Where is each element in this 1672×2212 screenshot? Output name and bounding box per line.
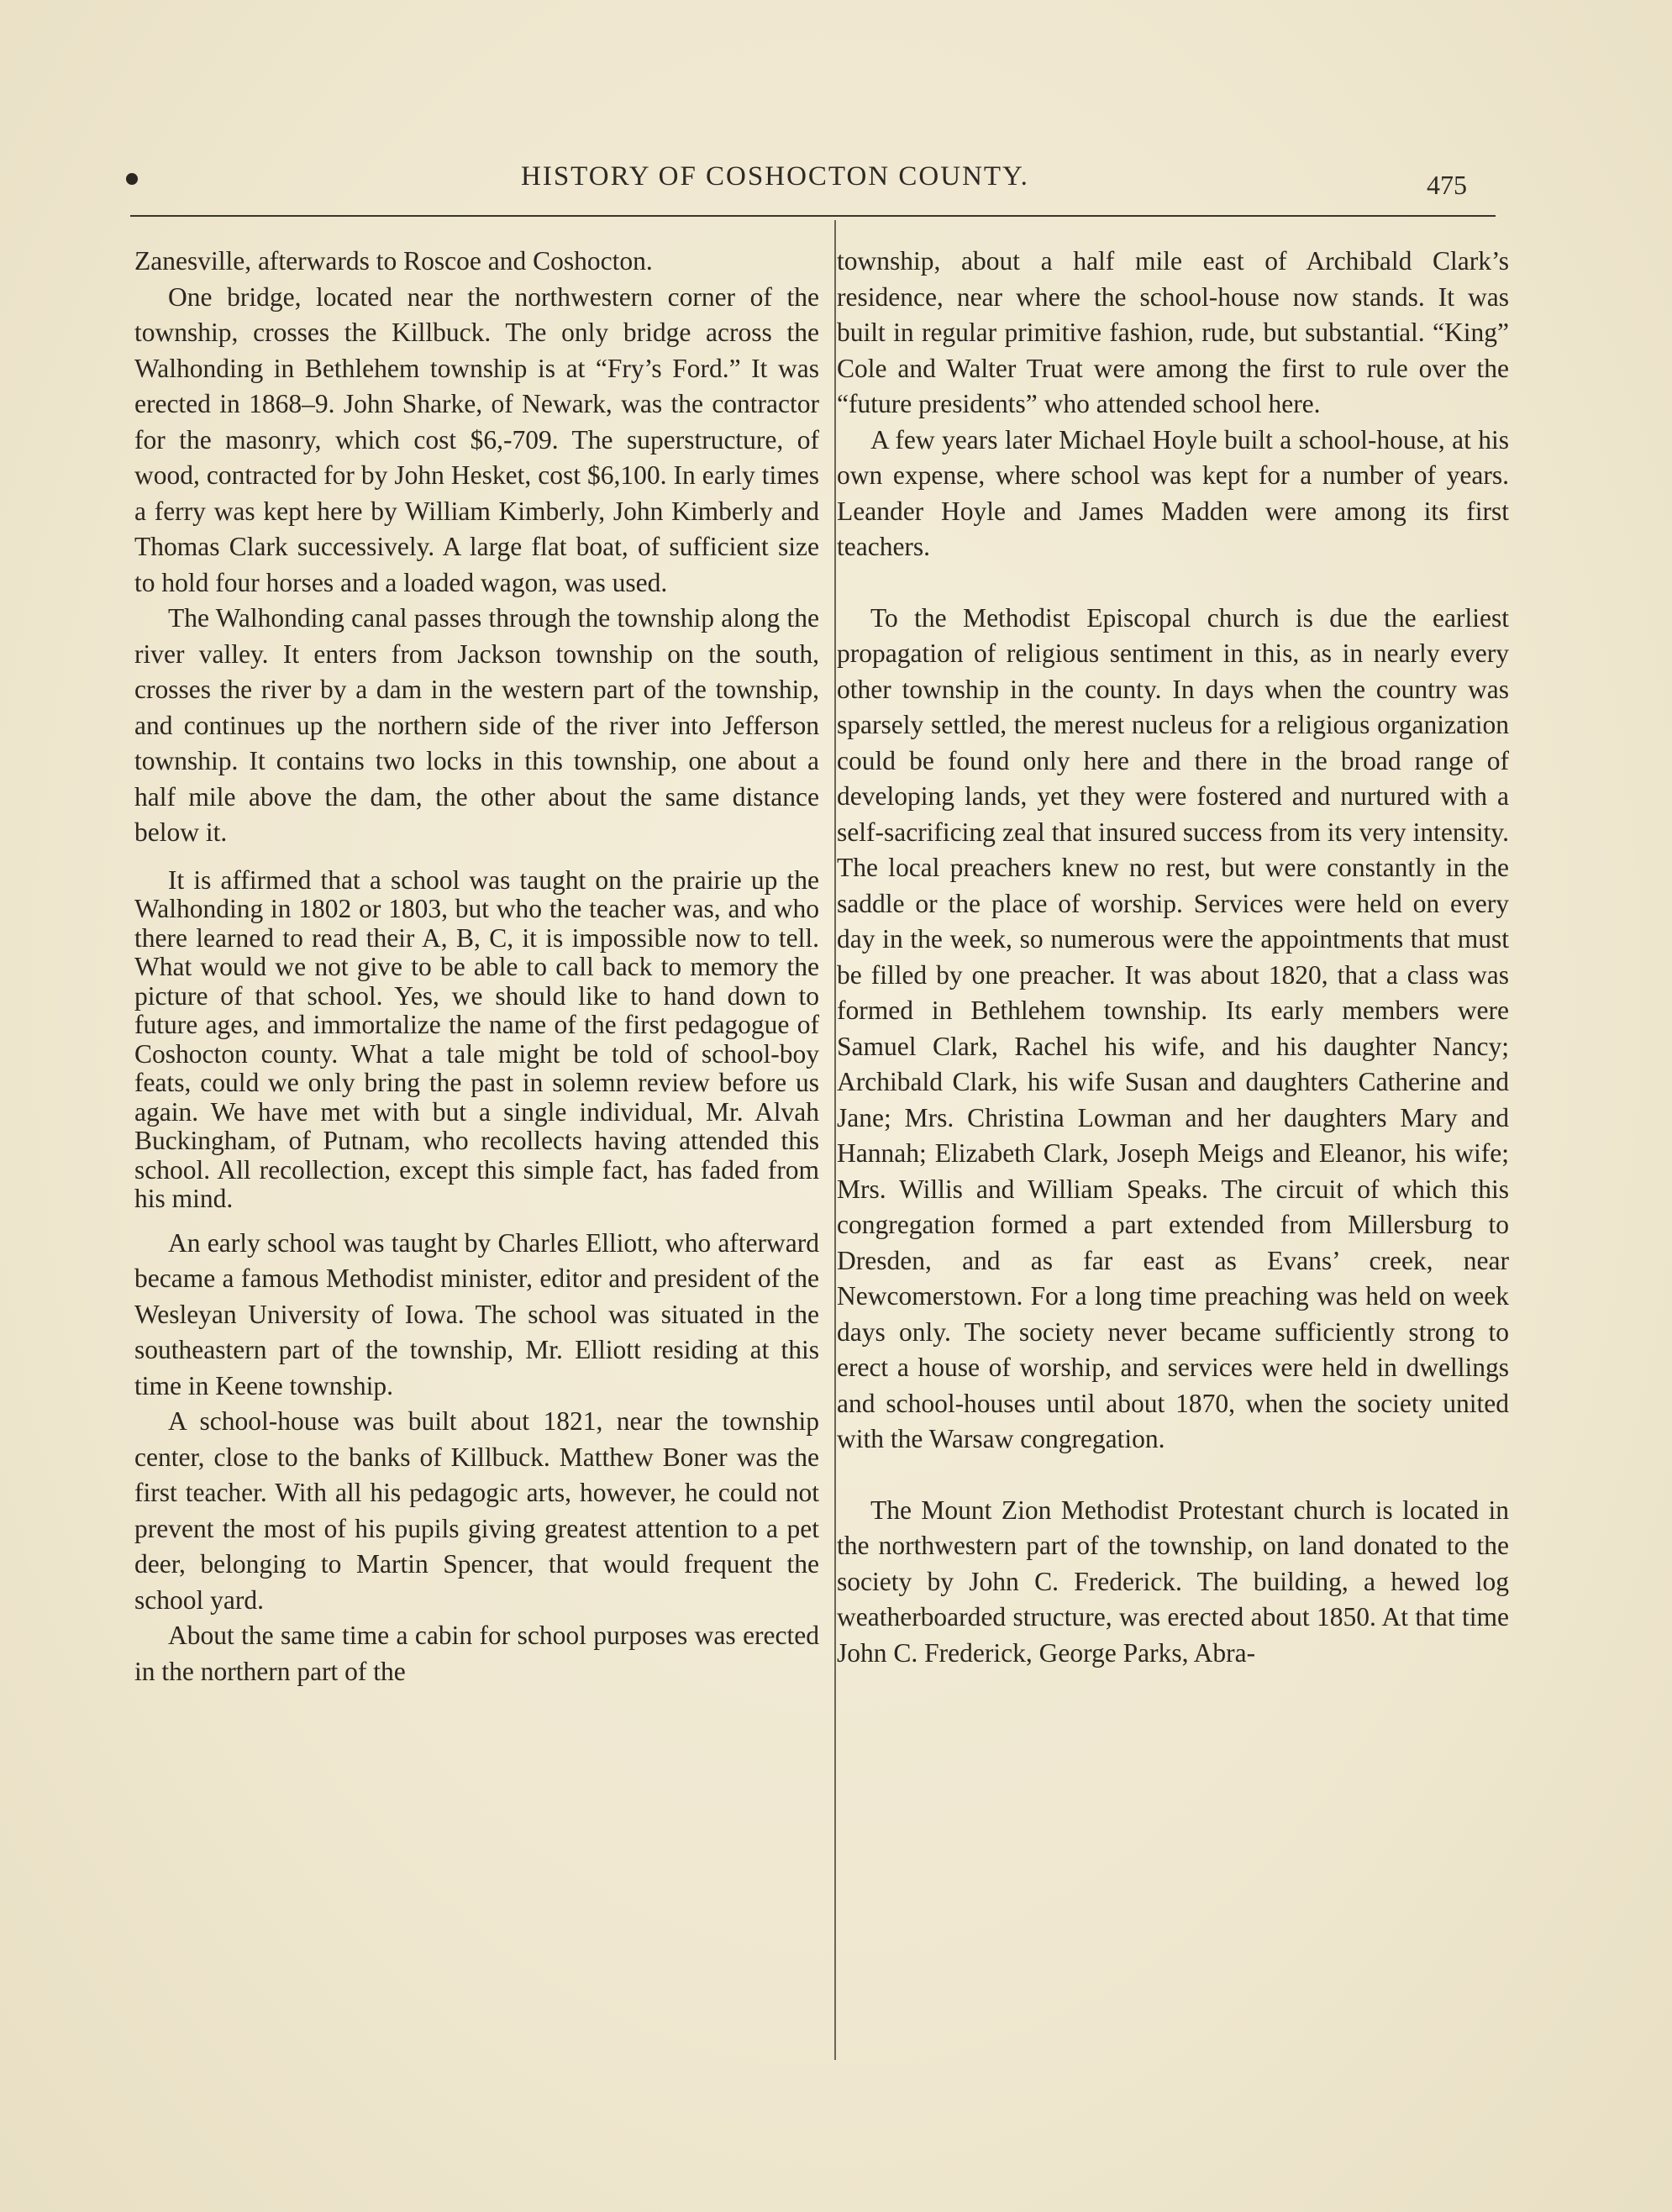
column-divider [834, 220, 836, 2060]
paragraph: A few years later Michael Hoyle built a school-house, at his own expense, where school was kept for a number of years. Leander Hoyle and James Madden were among its first teachers. [837, 424, 1509, 561]
page-header [126, 161, 1504, 212]
bullet-mark-icon [126, 173, 138, 185]
paragraph: About the same time a cabin for school purposes was erected in the northern part of the [134, 1621, 819, 1686]
paragraph: An early school was taught by Charles Elliott, who afterward became a famous Methodist minister, editor and president of the Wesleyan University of Iowa. The school was situated in the southeastern part of the township, Mr. Elliott residing at this time in Keene township. [134, 1227, 819, 1400]
paragraph: It is affirmed that a school was taught on the prairie up the Walhonding in 1802 or 1803, but who the teacher was, and who there learned to read their A, B, C, it is impossible now to tell. What would we not give to be able to call back to memory the picture of that school. Yes, we should like to hand down to future ages, and immortalize the name of the first pedagogue of Coshocton county. What a tale might be told of school-boy feats, could we only bring the past in solemn review before us again. We have met with but a single individual, Mr. Alvah Buckingham, of Putnam, who recollects having attended this school. All recollection, except this simple fact, has faded from his mind. [134, 864, 819, 1213]
paragraph: To the Methodist Episcopal church is due the earliest propagation of religious sentiment in this, as in nearly every other township in the county. In days when the country was sparsely settled, the merest nucleus for a religious organization could be found only here and there in the broad range of developing lands, yet they were fostered and nurtured with a self-sacrificing zeal that insured success from its very intensity. The local preachers knew no rest, but were constantly in the saddle or the place of worship. Services were held on every day in the week, so numerous were the appointments that must be filled by one preacher. It was about 1820, that a class was formed in Bethlehem township. Its early members were Samuel Clark, Rachel his wife, and his daughter Nancy; Archibald Clark, his wife Susan and daughters Catherine and Jane; Mrs. Christina Lowman and her daughters Mary and Hannah; Elizabeth Clark, Joseph Meigs and Eleanor, his wife; Mrs. Willis and William Speaks. The circuit of which this congregation formed a part extended from Millersburg to Dresden, and as far east as Evans’ creek, near Newcomerstown. For a long time preaching was held on week days only. The society never became sufficiently strong to erect a house of worship, and services were held in dwellings and school-houses until about 1870, when the society united with the Warsaw congregation. [837, 602, 1509, 1453]
right-column [837, 244, 1509, 1671]
running-title: HISTORY OF COSHOCTON COUNTY. [521, 161, 1029, 192]
paragraph: The Mount Zion Methodist Protestant church is located in the northwestern part of the township, on land donated to the society by John C. Frederick. The building, a hewed log weatherboarded structure, was erected about 1850. At that time John C. Frederick, George Parks, Abra- [837, 1495, 1509, 1668]
paragraph: One bridge, located near the northwestern corner of the township, crosses the Killbuck. The only bridge across the Walhonding in Bethlehem township is at “Fry’s Ford.” It was erected in 1868–9. John Sharke, of Newark, was the contractor for the masonry, which cost $6,-709. The superstructure, of wood, contracted for by John Hesket, cost $6,100. In early times a ferry was kept here by William Kimberly, John Kimberly and Thomas Clark successively. A large flat boat, of sufficient size to hold four horses and a loaded wagon, was used. [134, 281, 819, 597]
page-number: 475 [1427, 170, 1467, 200]
paragraph: Zanesville, afterwards to Roscoe and Coshocton. [134, 246, 653, 276]
paragraph: A school-house was built about 1821, near the township center, close to the banks of Killbuck. Matthew Boner was the first teacher. With all his pedagogic arts, however, he could not prevent the most of his pupils giving greatest attention to a pet deer, belonging to Martin Spencer, that would frequent the school yard. [134, 1406, 819, 1615]
paragraph: township, about a half mile east of Archibald Clark’s residence, near where the school-house now stands. It was built in regular primitive fashion, rude, but substantial. “King” Cole and Walter Truat were among the first to rule over the “future presidents” who attended school here. [837, 246, 1509, 418]
paragraph: The Walhonding canal passes through the township along the river valley. It enters from Jackson township on the south, crosses the river by a dam in the western part of the township, and continues up the northern side of the river into Jefferson township. It contains two locks in this township, one about a half mile above the dam, the other about the same distance below it. [134, 603, 819, 847]
left-column [134, 244, 819, 1689]
header-rule [130, 215, 1496, 217]
